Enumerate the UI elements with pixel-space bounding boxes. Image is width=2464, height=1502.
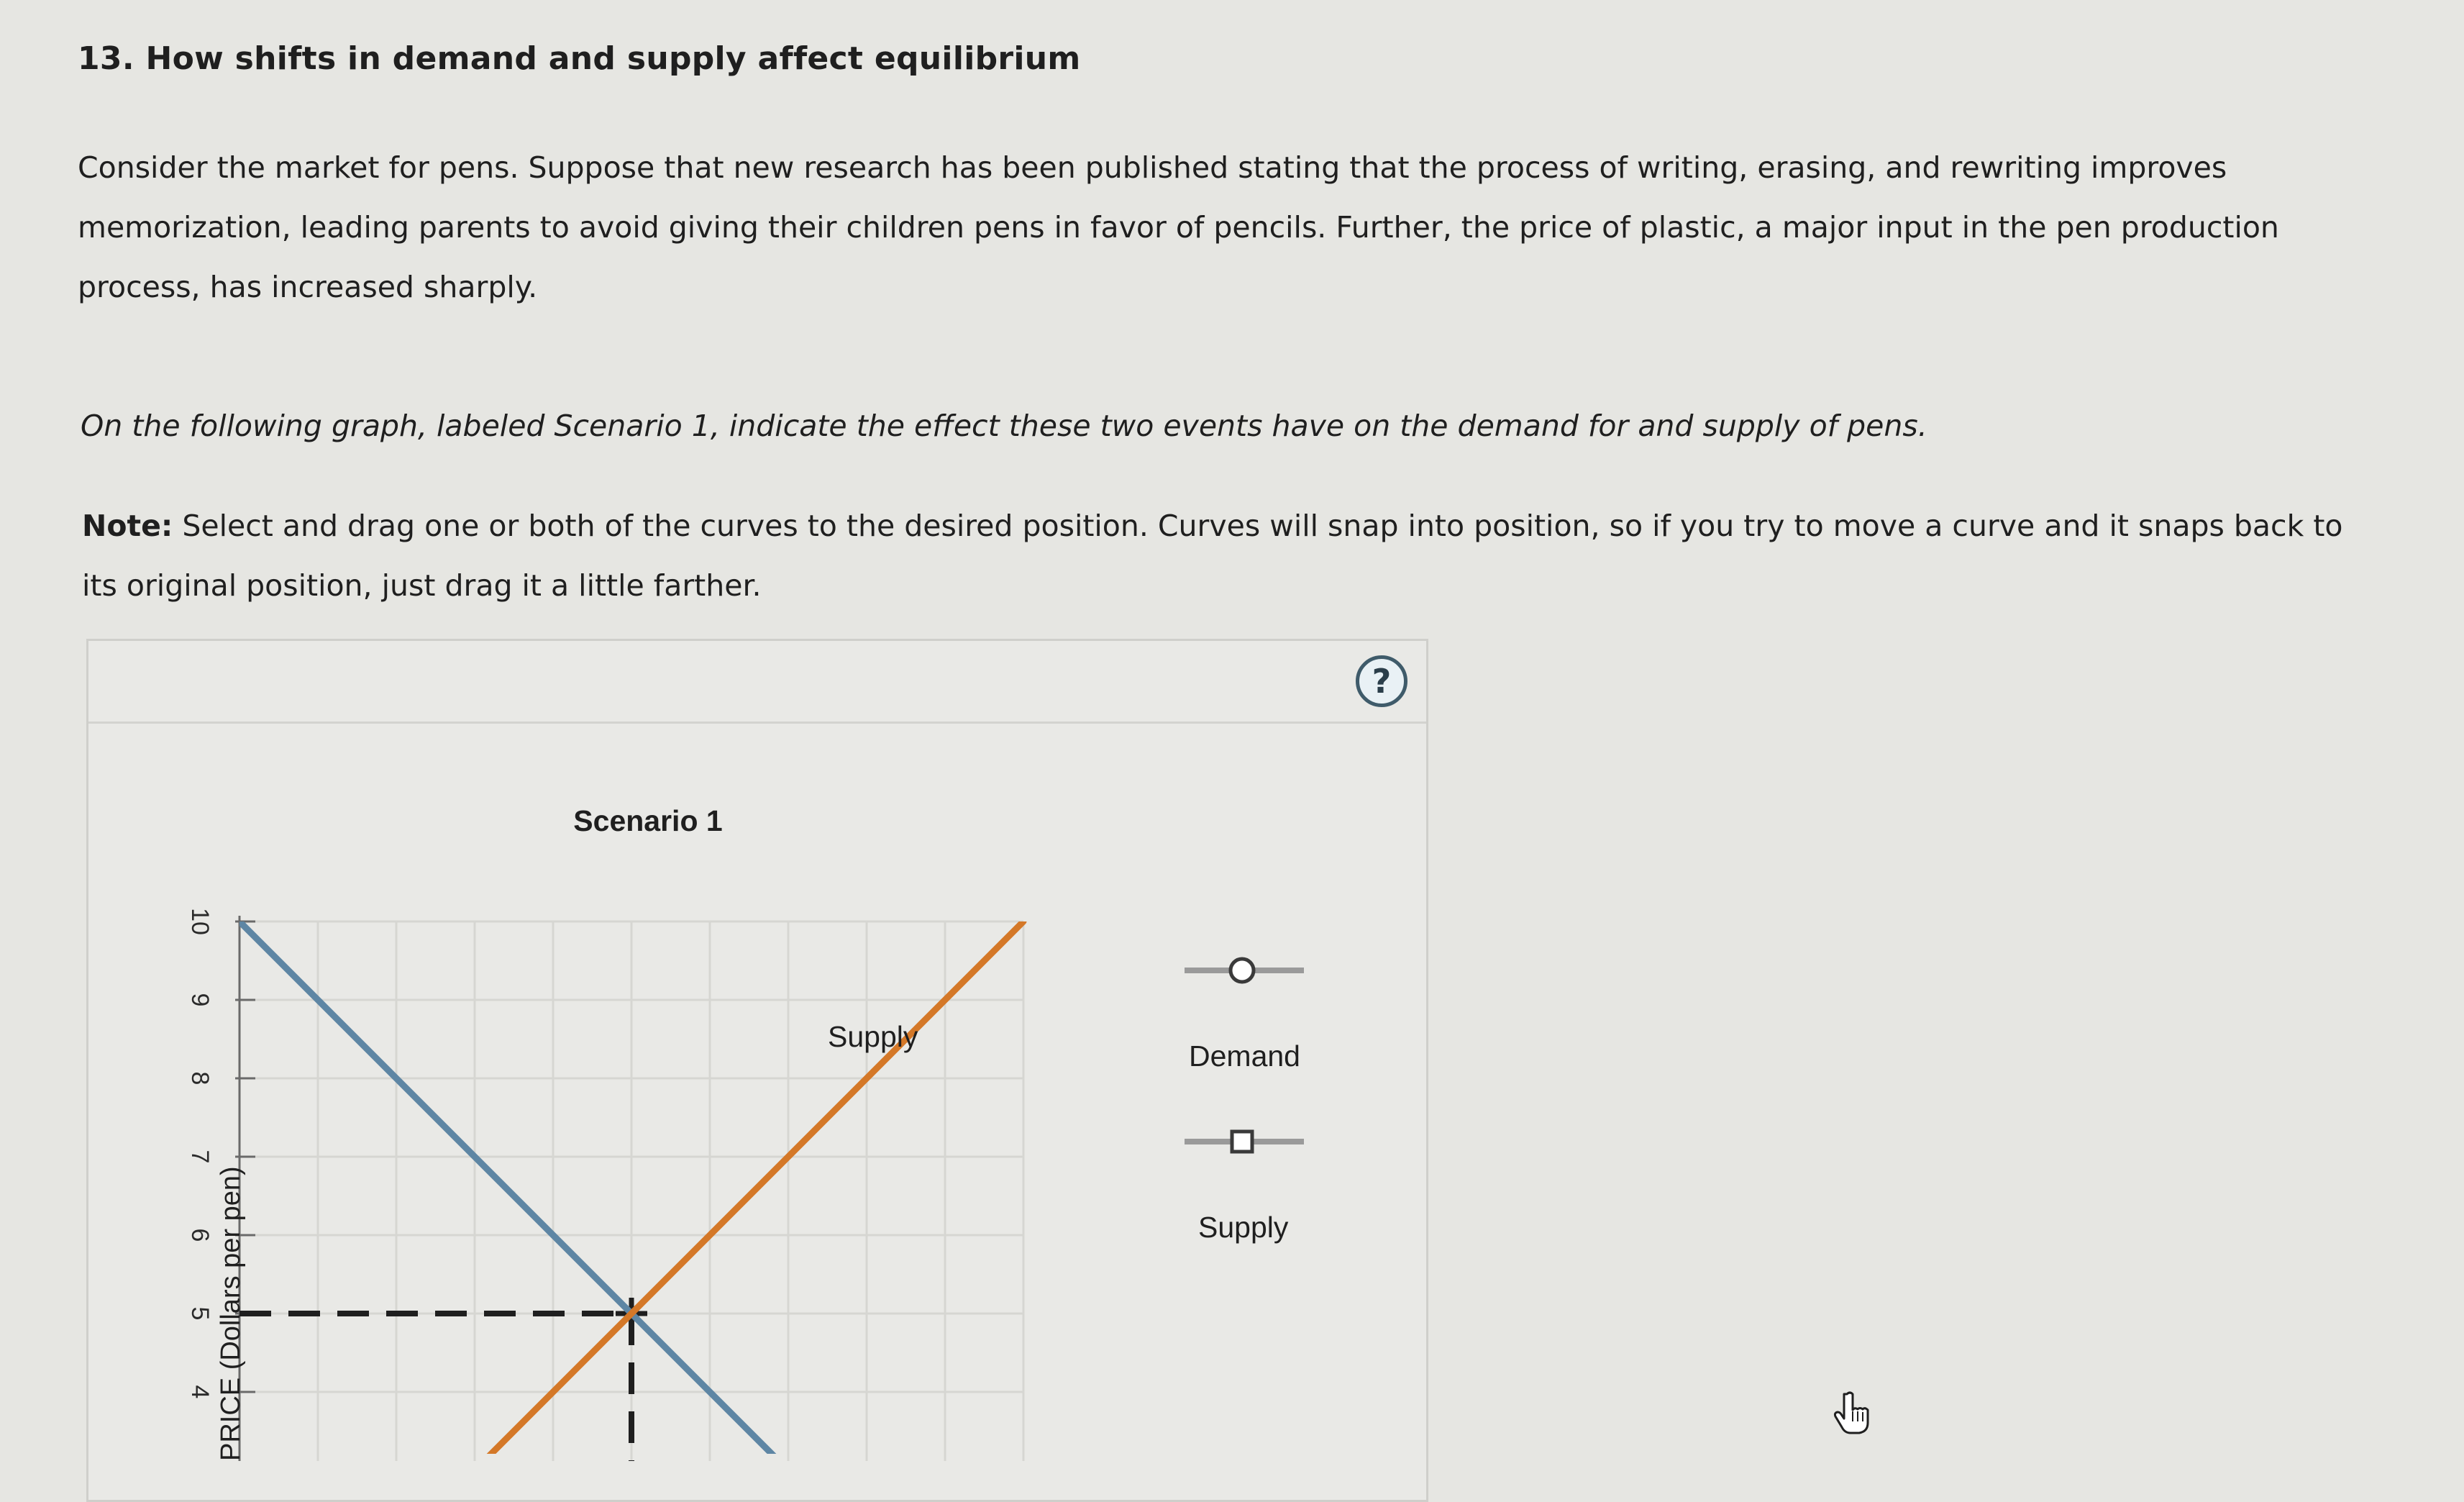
y-tick-label: 9 [186, 993, 214, 1007]
y-tick-label: 7 [186, 1150, 214, 1164]
equilibrium-guides [239, 1298, 647, 1461]
legend-supply-tool[interactable] [1185, 1132, 1304, 1152]
chart-title: Scenario 1 [573, 804, 723, 837]
legend-supply-label: Supply [1198, 1211, 1289, 1244]
question-paragraph: Consider the market for pens. Suppose that new research has been published stating that the process of writing, erasing, and rewriting improves memorization, leading parents to avoid giving their children pens in favor of pencils. Further, the price of plastic, a major input in the pen production process, has increased sharply. [78, 150, 2279, 304]
supply-curve-label: Supply [828, 1020, 918, 1053]
legend-demand-tool[interactable] [1185, 959, 1304, 982]
circle-handle-icon [1231, 959, 1254, 982]
help-button[interactable]: ? [1356, 655, 1407, 707]
graph-panel [86, 639, 1428, 1502]
y-tick-label: 4 [186, 1385, 214, 1399]
note-label: Note: [82, 509, 173, 543]
square-handle-icon [1232, 1132, 1252, 1152]
legend-demand-label: Demand [1189, 1039, 1300, 1073]
y-tick-label: 6 [186, 1228, 214, 1242]
y-axis-label: PRICE (Dollars per pen) [216, 1166, 246, 1461]
question-note [82, 496, 2383, 616]
y-tick-label: 10 [186, 908, 214, 935]
question-title: 13. How shifts in demand and supply affect equilibrium [78, 40, 1081, 77]
hand-cursor-icon [1833, 1390, 1873, 1436]
y-tick-label: 8 [186, 1071, 214, 1085]
question-instruction: On the following graph, labeled Scenario 1, indicate the effect these two events have on the demand for and supply of pens. [81, 409, 1927, 443]
note-text: Select and drag one or both of the curves to the desired position. Curves will snap into position, so if you try to move a curve and it snaps back to its original position, just drag it a little farther. [82, 509, 2343, 603]
y-tick-label: 5 [186, 1306, 214, 1321]
